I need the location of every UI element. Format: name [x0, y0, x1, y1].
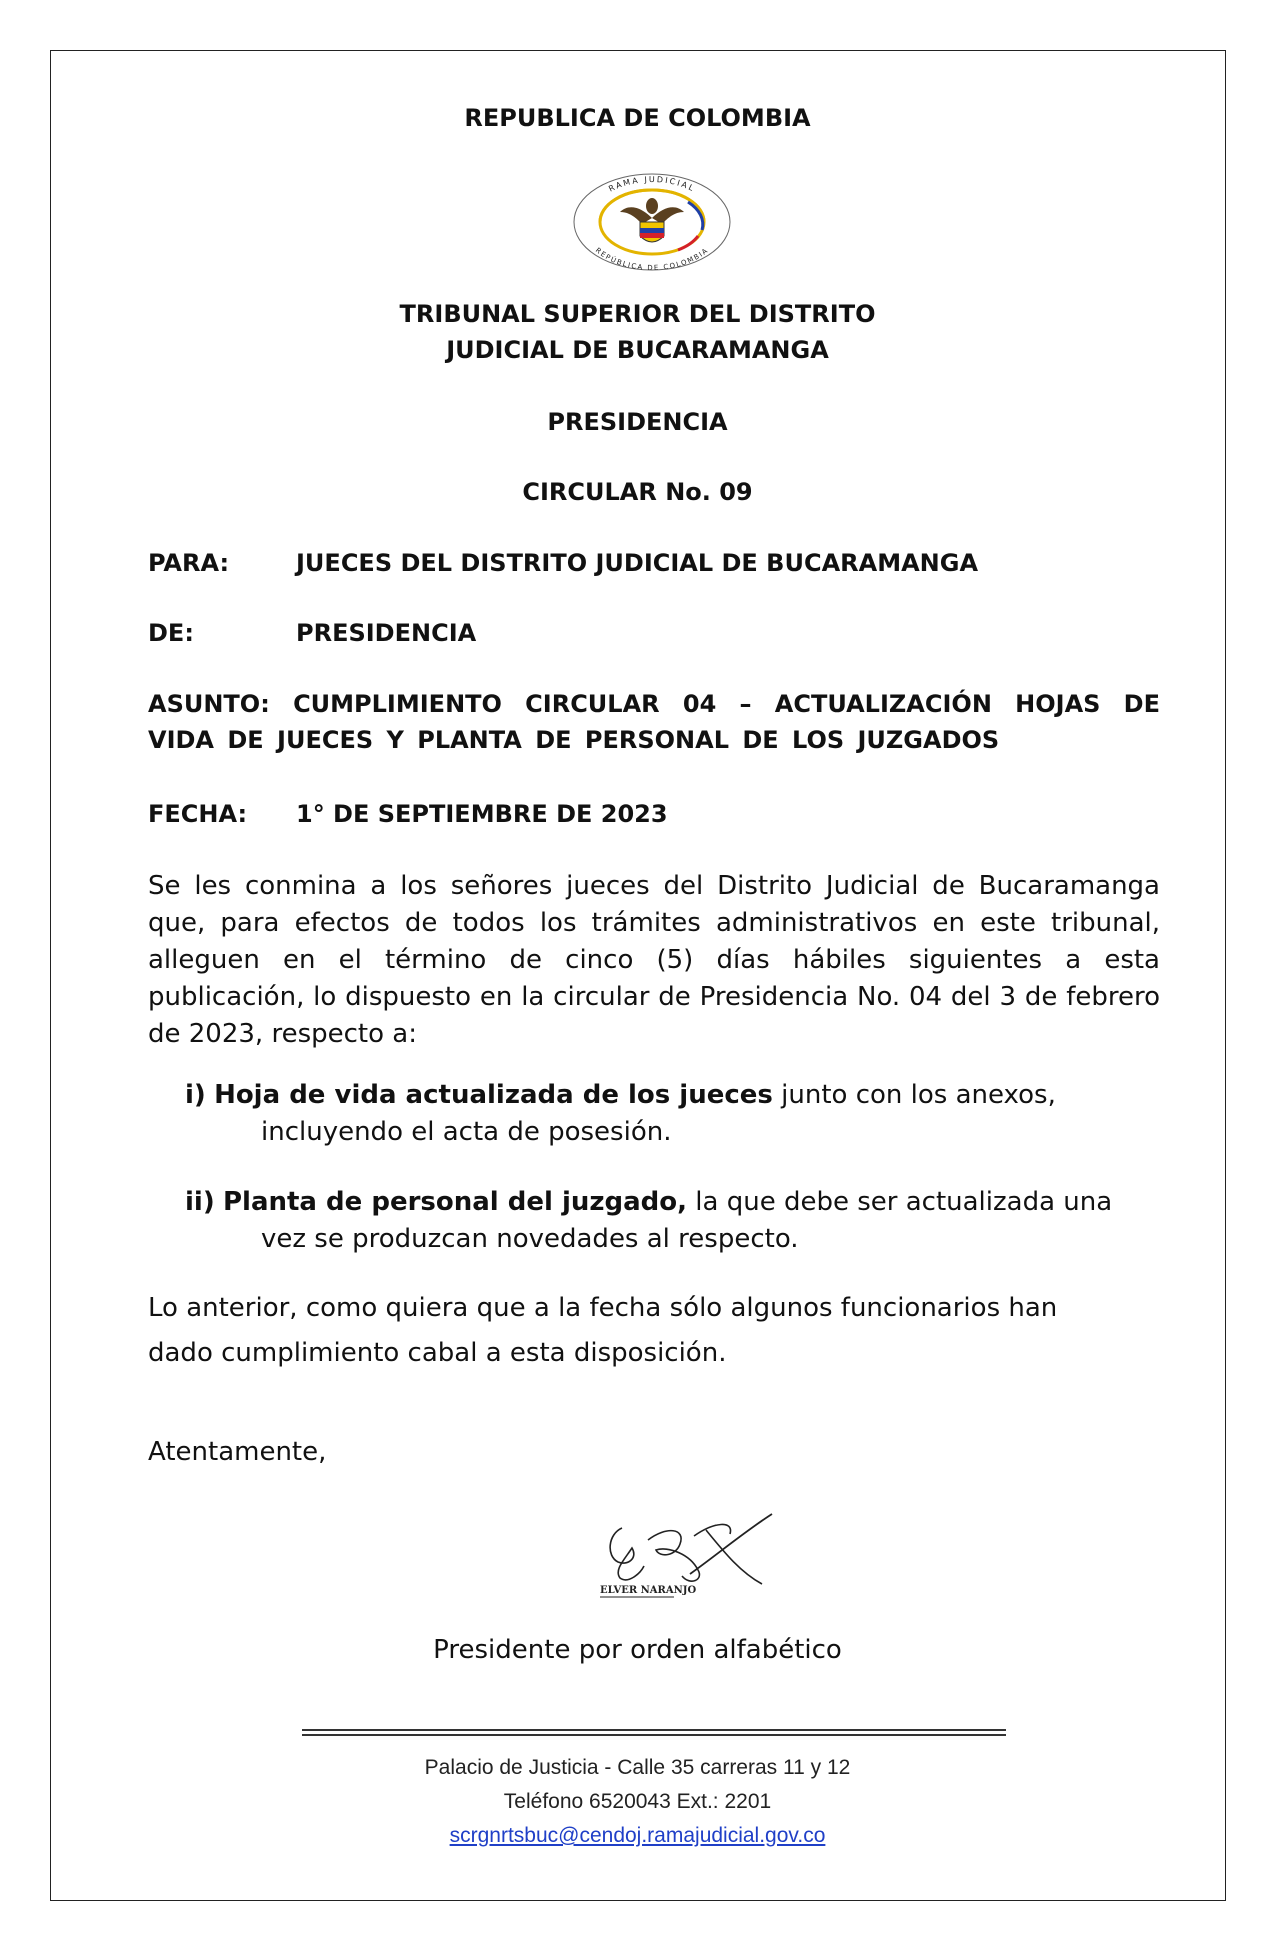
body-paragraph-2-line2: dado cumplimiento cabal a esta disposición.	[148, 1338, 727, 1368]
footer-divider	[302, 1729, 1006, 1736]
court-name-line1: TRIBUNAL SUPERIOR DEL DISTRITO	[399, 300, 876, 328]
office-heading: PRESIDENCIA	[547, 408, 728, 436]
body-paragraph-2-line1: Lo anterior, como quiera que a la fecha sólo algunos funcionarios han	[148, 1293, 1058, 1323]
list-item-marker: ii)	[185, 1187, 215, 1217]
de-field	[148, 615, 1160, 651]
footer-phone: Teléfono 6520043 Ext.: 2201	[503, 1790, 772, 1813]
fecha-value: 1° DE SEPTIEMBRE DE 2023	[296, 800, 668, 828]
para-field	[148, 545, 1160, 581]
signature-name: ELVER NARANJO	[600, 1585, 697, 1596]
asunto-value: CUMPLIMIENTO CIRCULAR 04 – ACTUALIZACIÓN HOJAS DE VIDA DE JUECES Y PLANTA DE PERSONAL DE LOS JUZGADOS	[148, 690, 1160, 754]
list-item-bold-text: Planta de personal del juzgado,	[222, 1187, 688, 1217]
footer-address: Palacio de Justicia - Calle 35 carreras 11 y 12	[424, 1756, 851, 1779]
de-label: DE:	[148, 619, 194, 647]
signatory-title: Presidente por orden alfabético	[433, 1635, 842, 1665]
de-value: PRESIDENCIA	[296, 619, 477, 647]
circular-number: CIRCULAR No. 09	[522, 478, 753, 506]
handwritten-signature	[594, 1500, 784, 1610]
list-item-bold-text: Hoja de vida actualizada de los jueces	[214, 1080, 773, 1110]
closing-salutation: Atentamente,	[148, 1437, 327, 1467]
fecha-label: FECHA:	[148, 800, 248, 828]
footer-email-row	[0, 1819, 1275, 1853]
body-paragraph-2	[148, 1290, 1160, 1372]
list-item-continuation: vez se produzcan novedades al respecto.	[261, 1224, 799, 1254]
svg-text:REPÚBLICA DE COLOMBIA: REPÚBLICA DE COLOMBIA	[593, 246, 711, 272]
country-heading: REPUBLICA DE COLOMBIA	[464, 104, 811, 132]
para-label: PARA:	[148, 549, 230, 577]
body-paragraph-1: Se les conmina a los señores jueces del Distrito Judicial de Bucaramanga que, para efectos de todos los trámites administrativos en este tribunal, alleguen en el término de cinco (5) días hábiles siguientes a esta publicación, lo dispuesto en la circular de Presidencia No. 04 del 3 de febrero de 2023, respecto a:	[148, 871, 1160, 1049]
fecha-field	[148, 796, 1160, 832]
list-item	[185, 1077, 1160, 1151]
footer-email-link[interactable]: scrgnrtsbuc@cendoj.ramajudicial.gov.co	[449, 1824, 826, 1847]
rama-judicial-seal-icon	[566, 166, 738, 272]
list-item-continuation: incluyendo el acta de posesión.	[261, 1117, 672, 1147]
list-item-text: junto con los anexos,	[772, 1080, 1056, 1110]
court-name-line2: JUDICIAL DE BUCARAMANGA	[446, 336, 829, 364]
svg-text:RAMA JUDICIAL: RAMA JUDICIAL	[607, 174, 697, 194]
asunto-label: ASUNTO:	[148, 690, 270, 718]
asunto-field	[148, 686, 1160, 758]
list-item-marker: i)	[185, 1080, 206, 1110]
para-value: JUECES DEL DISTRITO JUDICIAL DE BUCARAMANGA	[296, 549, 979, 577]
list-item-text: la que debe ser actualizada una	[687, 1187, 1113, 1217]
list-item	[185, 1184, 1160, 1258]
